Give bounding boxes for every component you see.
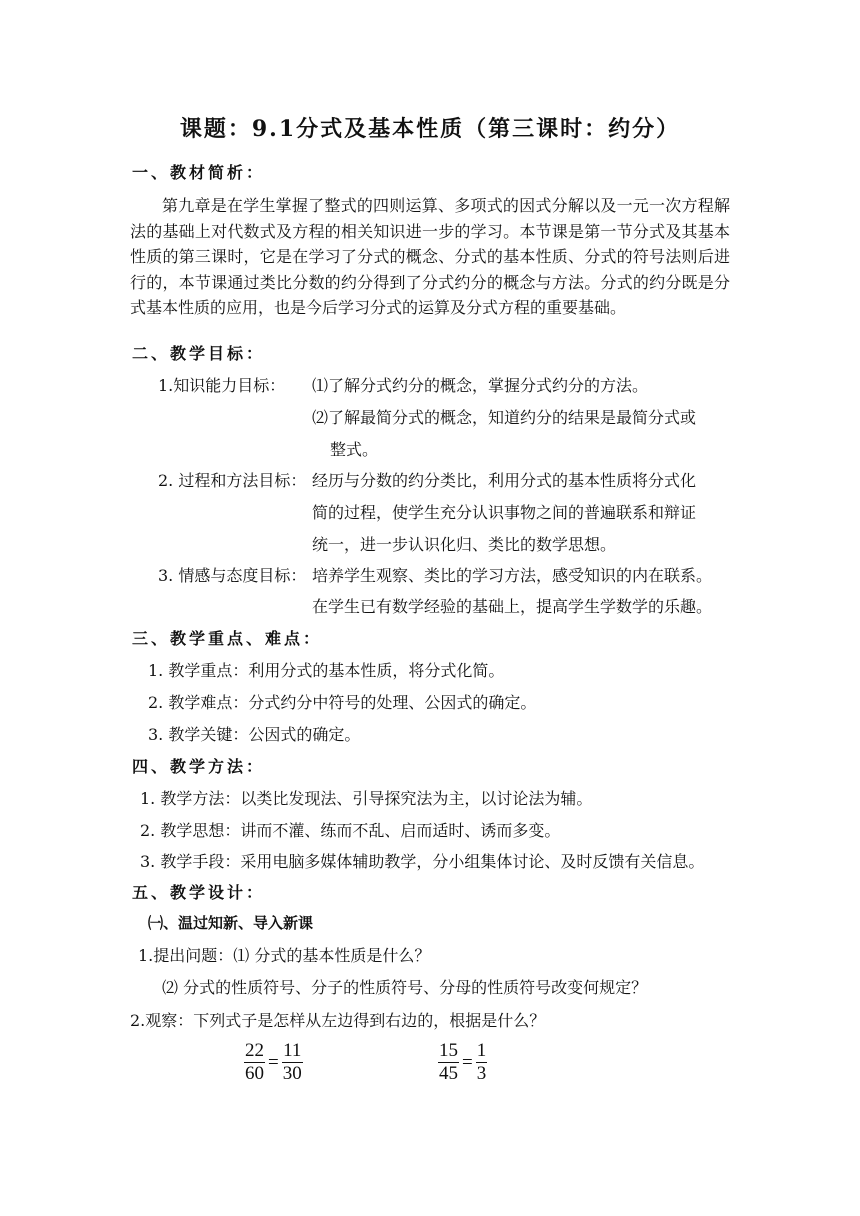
page-title: 课题：9.1分式及基本性质（第三课时：约分）: [179, 116, 681, 142]
goal-3-line-2: 在学生已有数学经验的基础上，提高学生学数学的乐趣。: [312, 597, 713, 616]
fraction-equation-1: [244, 1040, 303, 1085]
subsection-heading: ㈠、温过知新、导入新课: [148, 914, 314, 932]
section-heading-1: 一、教材简析：: [132, 163, 266, 182]
observe-prompt: 2.观察：下列式子是怎样从左边得到右边的，根据是什么？: [130, 1011, 546, 1030]
paragraph-text: 第九章是在学生掌握了整式的四则运算、多项式的因式分解以及一元一次方程解法的基础上对代数式及方程的相关知识进一步的学习。本节课是第一节分式及其基本性质的第三课时，它是在学习了分式的概念、分式的基本性质、分式的符号法则后进行的，本节课通过类比分数的约分得到了分式约分的概念与方法。分式的约分既是分式基本性质的应用，也是今后学习分式的运算及分式方程的重要基础。: [130, 196, 730, 317]
question-1: 1.提出问题：⑴ 分式的基本性质是什么？: [138, 946, 431, 965]
goal-2-label: 2. 过程和方法目标：: [158, 471, 307, 490]
equals-sign: =: [462, 1051, 473, 1073]
section-heading-2: 二、教学目标：: [132, 344, 266, 363]
goal-1-line-2: ⑵了解最简分式的概念，知道约分的结果是最简分式或: [312, 408, 697, 427]
list-item: 3. 教学关键：公因式的确定。: [148, 725, 361, 744]
numerator: 11: [283, 1040, 302, 1061]
section-heading-3: 三、教学重点、难点：: [132, 629, 323, 648]
section-heading-5: 五、教学设计：: [132, 883, 266, 902]
goal-1-line-3: 整式。: [330, 440, 379, 459]
fraction-left: [438, 1040, 459, 1085]
section-1-paragraph: [130, 193, 730, 321]
equals-sign: =: [268, 1051, 279, 1073]
list-item: 3. 教学手段：采用电脑多媒体辅助教学，分小组集体讨论、及时反馈有关信息。: [140, 852, 705, 871]
goal-2-line-3: 统一，进一步认识化归、类比的数学思想。: [312, 535, 617, 554]
goal-1-line-1: ⑴了解分式约分的概念，掌握分式约分的方法。: [312, 376, 649, 395]
denominator: 45: [439, 1063, 458, 1084]
question-2: ⑵ 分式的性质符号、分子的性质符号、分母的性质符号改变何规定？: [162, 978, 648, 997]
list-item: 2. 教学难点：分式约分中符号的处理、公因式的确定。: [148, 693, 537, 712]
denominator: 30: [282, 1063, 302, 1084]
numerator: 22: [245, 1040, 264, 1061]
fraction-right: [476, 1040, 488, 1085]
list-item: 1. 教学重点：利用分式的基本性质，将分式化简。: [148, 661, 505, 680]
section-heading-4: 四、教学方法：: [132, 757, 266, 776]
goal-1-label: 1.知识能力目标：: [158, 376, 286, 395]
numerator: 15: [439, 1040, 458, 1061]
list-item: 1. 教学方法：以类比发现法、引导探究法为主，以讨论法为辅。: [140, 789, 593, 808]
list-item: 2. 教学思想：讲而不灌、练而不乱、启而适时、诱而多变。: [140, 821, 561, 840]
goal-3-label: 3. 情感与态度目标：: [158, 566, 307, 585]
denominator: 60: [245, 1063, 264, 1084]
numerator: 1: [476, 1040, 487, 1061]
denominator: 3: [476, 1063, 487, 1084]
goal-2-line-1: 经历与分数的约分类比，利用分式的基本性质将分式化: [312, 471, 697, 490]
goal-2-line-2: 简的过程，使学生充分认识事物之间的普遍联系和辩证: [312, 503, 697, 522]
goal-3-line-1: 培养学生观察、类比的学习方法，感受知识的内在联系。: [312, 566, 713, 585]
fraction-left: [244, 1040, 265, 1085]
fraction-equation-2: [438, 1040, 487, 1085]
fraction-right: [282, 1040, 303, 1085]
